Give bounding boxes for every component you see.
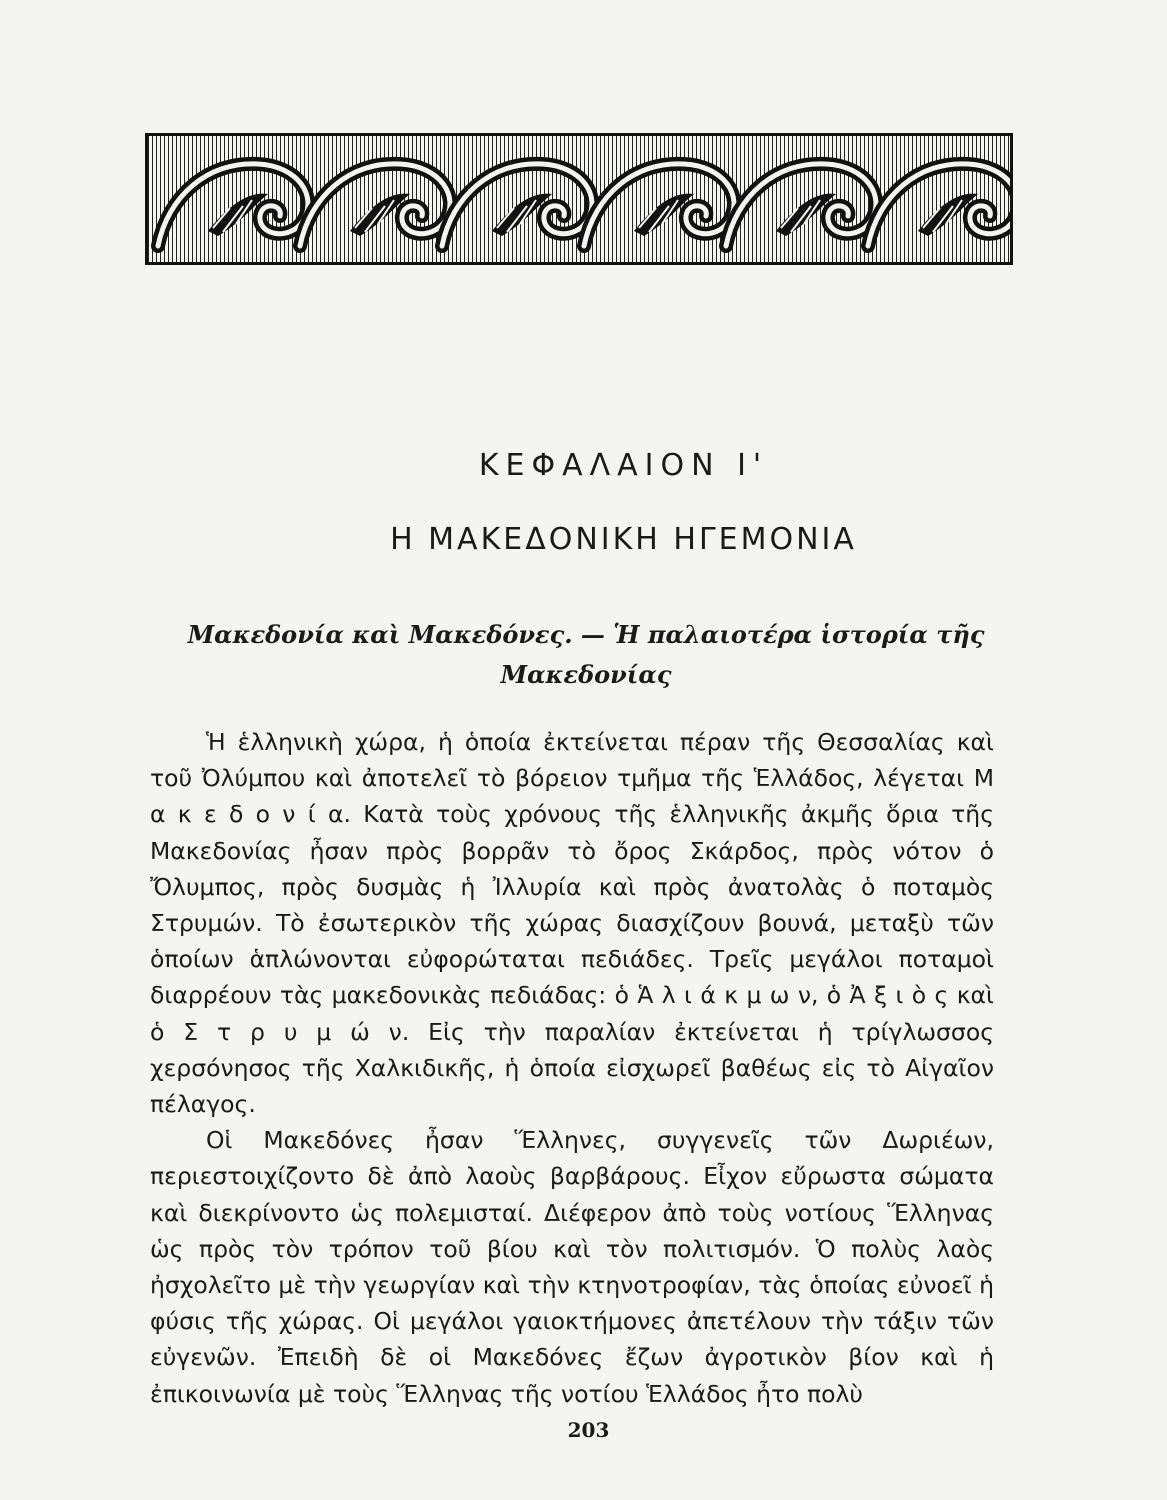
wave-scroll-ornament [148,136,1010,262]
paragraph: Οἱ Μακεδόνες ἦσαν Ἕλληνες, συγγενεῖς τῶν Δωριέων, περιεστοιχίζοντο δὲ ἀπὸ λαοὺς βαρβάρους. Εἶχον εὔρωστα σώματα καὶ διεκρίνοντο ὡς πολεμισταί. Διέφερον ἀπὸ τοὺς νοτίους Ἕλληνας ὡς πρὸς τὸν τρόπον τοῦ βίου καὶ τὸν πολιτισμόν. Ὁ πολὺς λαὸς ἠσχολεῖτο μὲ τὴν γεωργίαν καὶ τὴν κτηνοτροφίαν, τὰς ὁποίας εὐνοεῖ ἡ φύσις τῆς χώρας. Οἱ μεγάλοι γαιοκτήμονες ἀπετέλουν τὴν τάξιν τῶν εὐγενῶν. Ἐπειδὴ δὲ οἱ Μακεδόνες ἔζων ἀγροτικὸν βίον καὶ ἡ ἐπικοινωνία μὲ τοὺς Ἕλληνας τῆς νοτίου Ἑλλάδος ἦτο πολὺ [150,1126,994,1408]
section-subtitle: Μακεδονία καὶ Μακεδόνες. — Ἡ παλαιοτέρα ἱστορία τῆς Μακεδονίας [187,620,985,689]
body-text [150,724,994,1412]
paragraph: Ἡ ἑλληνικὴ χώρα, ἡ ὁποία ἐκτείνεται πέραν τῆς Θεσσαλίας καὶ τοῦ Ὀλύμπου καὶ ἀποτελεῖ τὸ βόρειον τμῆμα τῆς Ἑλλάδος, λέγεται Μ α κ ε δ ο ν ί α. Κατὰ τοὺς χρόνους τῆς ἑλληνικῆς ἀκμῆς ὅρια τῆς Μακεδονίας ἦσαν πρὸς βορρᾶν τὸ ὄρος Σκάρδος, πρὸς νότον ὁ Ὄλυμπος, πρὸς δυσμὰς ἡ Ἰλλυρία καὶ πρὸς ἀνατολὰς ὁ ποταμὸς Στρυμών. Τὸ ἐσωτερικὸν τῆς χώρας διασχίζουν βουνά, μεταξὺ τῶν ὁποίων ἁπλώνονται εὐφορώταται πεδιάδες. Τρεῖς μεγάλοι ποταμοὶ διαρρέουν τὰς μακεδονικὰς πεδιάδας: ὁ Ἁ λ ι ά κ μ ω ν, ὁ Ἀ ξ ι ὸ ς καὶ ὁ Σ τ ρ υ μ ώ ν. Εἰς τὴν παραλίαν ἐκτείνεται ἡ τρίγλωσσος χερσόνησος τῆς Χαλκιδικῆς, ἡ ὁποία εἰσχωρεῖ βαθέως εἰς τὸ Αἰγαῖον πέλαγος. [150,728,994,1119]
page-number: 203 [567,1418,610,1442]
page-title: Η ΜΑΚΕΔΟΝΙΚΗ ΗΓΕΜΟΝΙΑ [390,522,857,557]
chapter-heading: ΚΕΦΑΛΑΙΟΝ Ι' [478,448,769,483]
wave-ornament-banner [145,133,1013,265]
